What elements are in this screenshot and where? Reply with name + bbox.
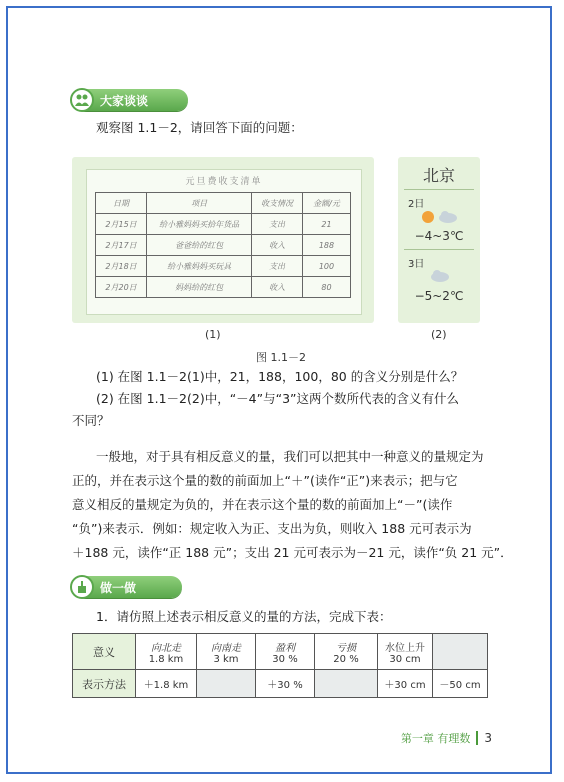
activity-table [72,633,488,698]
ledger-cell: 支出 [252,214,303,235]
hand-pointer-icon [70,575,94,599]
cloud-icon [428,267,452,287]
ledger-row [96,214,351,235]
divider [404,189,474,190]
figure-caption: 图 1.1－2 [256,351,306,364]
weather-date: 3日 [408,259,425,270]
ledger-cell: 给小雅妈妈买拾年货品 [147,214,252,235]
intro-text: 观察图 1.1－2，请回答下面的问题： [96,120,303,135]
weather-date: 2日 [408,199,425,210]
figure-weather-panel [398,157,480,323]
answer-cell: ＋30 cm [378,670,433,698]
divider [404,249,474,250]
section-badge-try [74,576,182,598]
weather-temp: −4~3℃ [414,229,464,243]
section-badge-discuss [74,89,188,111]
ledger-cell: 2月20日 [96,277,147,298]
ledger-cell: 给小雅妈妈买玩具 [147,256,252,277]
ledger-row [96,256,351,277]
body-line: ＋188 元，读作“正 188 元”；支出 21 元可表示为－21 元，读作“负 21 元”． [72,545,513,560]
task-text: 1．请仿照上述表示相反意义的量的方法，完成下表： [96,609,392,624]
ledger-cell: 188 [302,235,350,256]
answer-cell-blank[interactable] [197,670,256,698]
table-row [73,634,488,670]
section-title: 做一做 [100,580,137,595]
row-label-meaning: 意义 [73,634,136,670]
meaning-cell: 水位上升 30 cm [378,634,433,670]
page-number: 3 [484,731,492,745]
ledger-cell: 2月15日 [96,214,147,235]
answer-cell: ＋30 % [256,670,315,698]
divider [476,731,478,745]
ledger-cell: 收入 [252,277,303,298]
ledger-cell: 100 [302,256,350,277]
ledger-cell: 收入 [252,235,303,256]
ledger-row [96,277,351,298]
meaning-cell: 向北走 1.8 km [136,634,197,670]
question-1: (1) 在图 1.1－2(1)中，21，188，100，80 的含义分别是什么？ [96,369,464,384]
meaning-cell-blank[interactable] [433,634,488,670]
row-label-method: 表示方法 [73,670,136,698]
answer-cell: ＋1.8 km [136,670,197,698]
caption-right: (2) [431,328,447,341]
ledger-cell: 妈妈给的红包 [147,277,252,298]
ledger-cell: 2月17日 [96,235,147,256]
ledger-sheet [86,169,362,315]
ledger-row [96,235,351,256]
people-talk-icon [70,88,94,112]
meaning-cell: 盈利 30 % [256,634,315,670]
answer-cell: －50 cm [433,670,488,698]
page-footer [401,730,492,746]
question-2: (2) 在图 1.1－2(2)中，“－4”与“3”这两个数所代表的含义有什么 [96,391,460,406]
figure-ledger-panel [72,157,374,323]
ledger-cell: 2月18日 [96,256,147,277]
ledger-table [95,192,351,298]
meaning-cell: 亏损 20 % [315,634,378,670]
body-line: 意义相反的量规定为负的，并在表示这个量的数的前面加上“－”(读作 [72,497,453,512]
ledger-header: 项目 [147,193,252,214]
ledger-cell: 爸爸给的红包 [147,235,252,256]
ledger-header: 收支情况 [252,193,303,214]
table-row [73,670,488,698]
sun-cloud-icon [420,209,460,229]
body-line: “负”)来表示．例如：规定收入为正、支出为负，则收入 188 元可表示为 [72,521,472,536]
ledger-cell: 21 [302,214,350,235]
section-title: 大家谈谈 [100,93,149,108]
weather-temp: −5~2℃ [414,289,464,303]
ledger-cell: 支出 [252,256,303,277]
ledger-header-row [96,193,351,214]
chapter-label: 第一章 有理数 [400,732,471,745]
body-line: 正的，并在表示这个量的数的前面加上“＋”(读作“正”)来表示；把与它 [72,473,458,488]
answer-cell-blank[interactable] [315,670,378,698]
ledger-title: 元旦费收支清单 [185,177,263,187]
meaning-cell: 向南走 3 km [197,634,256,670]
weather-city: 北京 [422,166,455,185]
question-2-cont: 不同？ [72,413,110,428]
ledger-header: 日期 [96,193,147,214]
caption-left: (1) [205,328,221,341]
ledger-cell: 80 [302,277,350,298]
ledger-header: 金额/元 [302,193,350,214]
body-line: 一般地，对于具有相反意义的量，我们可以把其中一种意义的量规定为 [96,449,484,464]
